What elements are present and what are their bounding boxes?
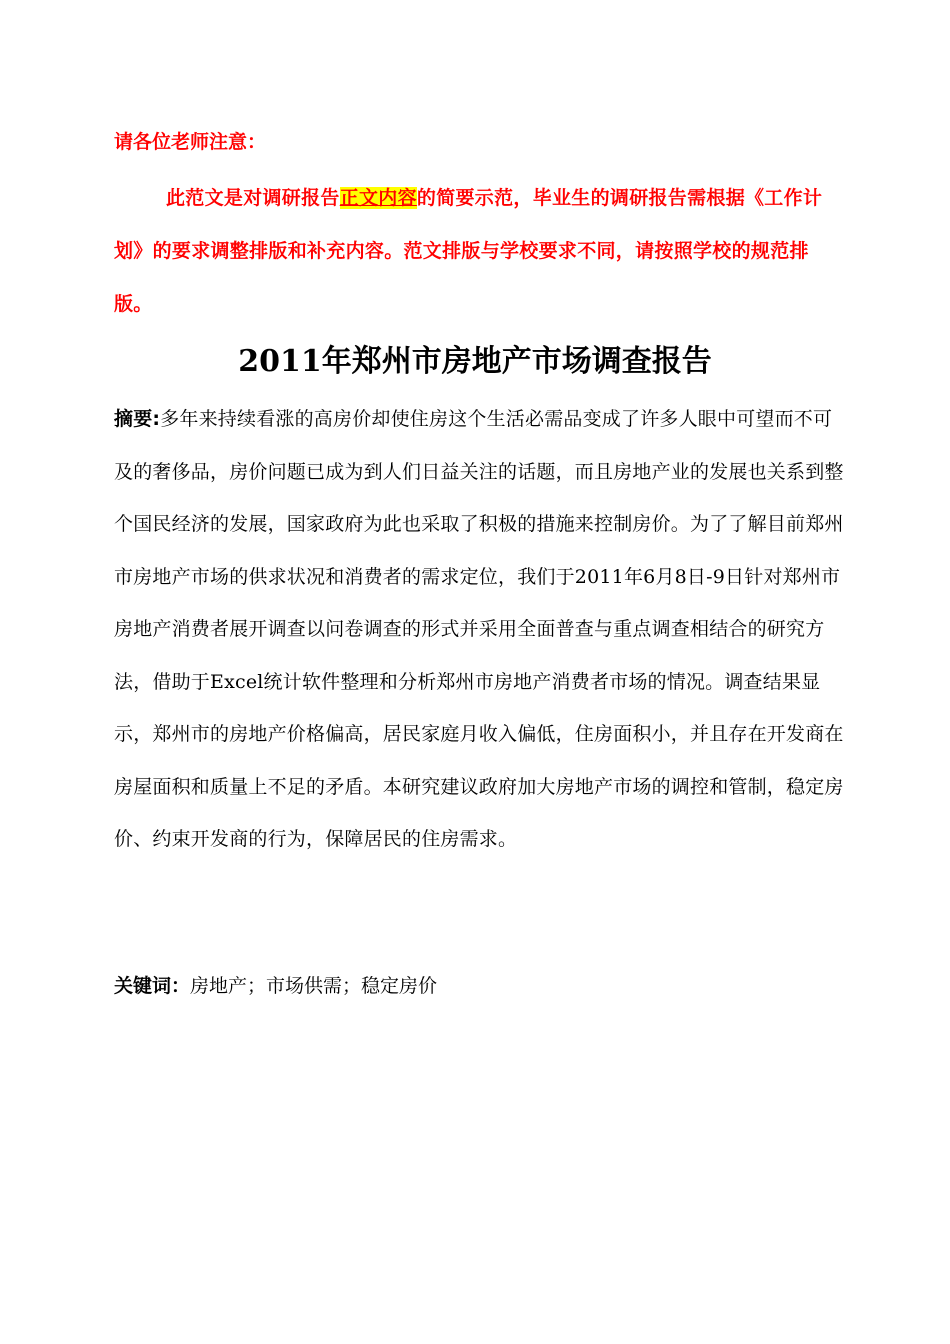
notice-body xyxy=(114,172,844,331)
keywords-label: 关键词： xyxy=(114,975,191,997)
notice-text-after: 的简要示范，毕业生的调研报告需根据《工作计划》的要求调整排版和补充内容。范文排版与学校要求不同，请按照学校的规范排版。 xyxy=(114,187,823,315)
keywords-text: 房地产；市场供需；稳定房价 xyxy=(190,975,438,997)
abstract-label: 摘要: xyxy=(114,408,161,430)
notice-text-before: 此范文是对调研报告 xyxy=(166,187,340,209)
keywords-line xyxy=(114,968,437,1004)
notice-highlight: 正文内容 xyxy=(339,187,417,209)
report-title: 2011年郑州市房地产市场调查报告 xyxy=(238,344,712,379)
abstract-paragraph xyxy=(114,393,844,866)
abstract-text: 多年来持续看涨的高房价却使住房这个生活必需品变成了许多人眼中可望而不可及的奢侈品，房价问题已成为到人们日益关注的话题，而且房地产业的发展也关系到整个国民经济的发展，国家政府为此也采取了积极的措施来控制房价。为了了解目前郑州市房地产市场的供求状况和消费者的需求定位，我们于2011年6月8日-9日针对郑州市房地产消费者展开调查以问卷调查的形式并采用全面普查与重点调查相结合的研究方法，借助于Excel统计软件整理和分析郑州市房地产消费者市场的情况。调查结果显示，郑州市的房地产价格偏高，居民家庭月收入偏低，住房面积小，并且存在开发商在房屋面积和质量上不足的矛盾。本研究建议政府加大房地产市场的调控和管制，稳定房价、约束开发商的行为，保障居民的住房需求。 xyxy=(114,408,844,850)
notice-title: 请各位老师注意： xyxy=(114,131,267,153)
